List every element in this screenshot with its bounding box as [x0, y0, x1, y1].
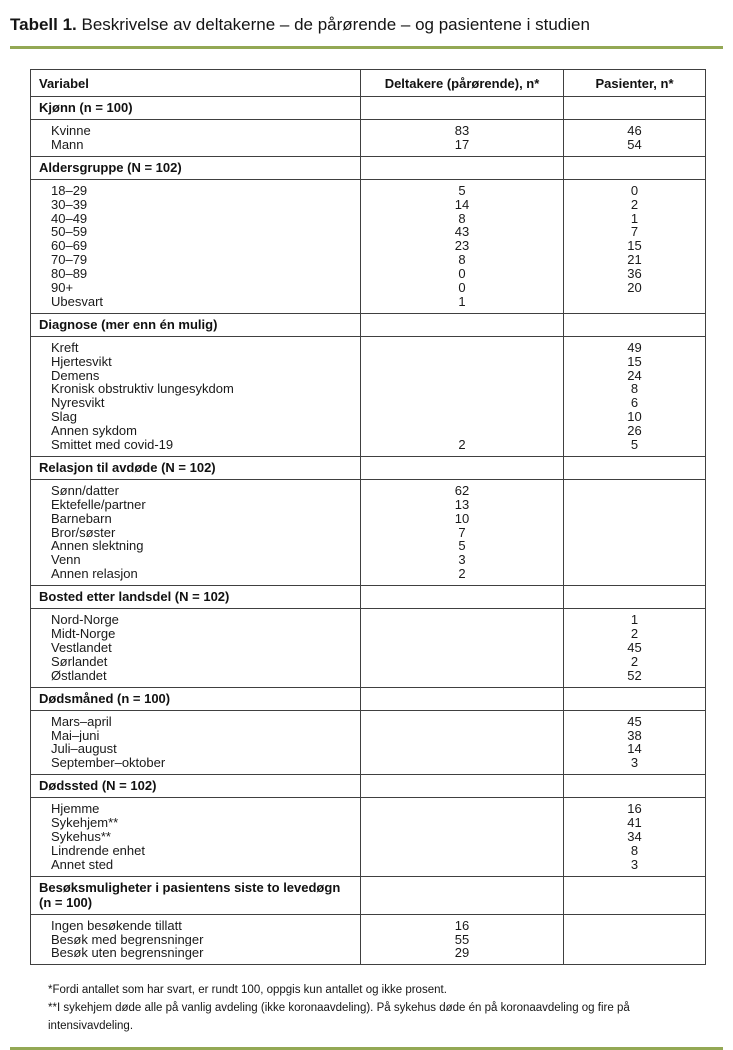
section-data-row — [31, 609, 706, 687]
row-value: 13 — [454, 497, 470, 512]
row-value: 16 — [454, 918, 470, 933]
row-label: Hjemme — [51, 802, 100, 817]
row-value — [572, 526, 697, 540]
row-value: 3 — [630, 857, 639, 872]
row-label: 60–69 — [51, 239, 88, 254]
row-label: 40–49 — [51, 211, 88, 226]
row-value: 83 — [454, 124, 470, 138]
empty-cell — [361, 775, 564, 798]
row-value: 0 — [458, 267, 466, 282]
row-value — [572, 946, 697, 960]
row-label: Smittet med covid-19 — [51, 438, 174, 452]
section-data-row — [31, 798, 706, 876]
row-value — [369, 641, 555, 655]
section-header-row — [31, 313, 706, 336]
row-value: 17 — [454, 137, 470, 152]
row-value — [572, 484, 697, 498]
row-value: 21 — [627, 253, 642, 268]
row-value — [369, 858, 555, 872]
row-value — [369, 396, 555, 410]
row-label: Østlandet — [51, 668, 107, 683]
row-value: 1 — [458, 294, 466, 309]
row-value: 15 — [627, 354, 642, 369]
empty-cell — [564, 97, 706, 120]
patients-cell — [564, 336, 706, 456]
variable-cell — [31, 914, 361, 965]
row-value — [369, 341, 555, 355]
empty-cell — [361, 97, 564, 120]
row-value — [572, 512, 697, 526]
row-label: Ubesvart — [51, 294, 104, 309]
row-value: 45 — [627, 714, 642, 729]
row-value: 0 — [630, 183, 639, 198]
section-data-row — [31, 479, 706, 585]
section-data-row — [31, 914, 706, 965]
row-label: Vestlandet — [51, 640, 112, 655]
empty-cell — [564, 775, 706, 798]
section-header-row — [31, 687, 706, 710]
row-label: Demens — [51, 368, 100, 383]
row-label: Mai–juni — [51, 728, 100, 743]
row-label: Juli–august — [51, 742, 117, 757]
row-value — [369, 742, 555, 756]
row-label: Sykehus** — [51, 829, 111, 844]
row-value: 0 — [458, 281, 466, 295]
study-table — [30, 69, 706, 965]
row-label: Bror/søster — [51, 525, 116, 540]
row-value — [572, 295, 697, 309]
empty-cell — [564, 586, 706, 609]
row-value — [369, 715, 555, 729]
row-value: 8 — [458, 253, 466, 268]
row-label: Nord-Norge — [51, 613, 119, 628]
patients-cell — [564, 710, 706, 775]
row-value: 43 — [454, 225, 470, 240]
row-value: 45 — [627, 640, 642, 655]
empty-cell — [361, 156, 564, 179]
section-header-row — [31, 97, 706, 120]
row-value: 41 — [627, 816, 642, 830]
empty-cell — [564, 456, 706, 479]
row-value — [572, 553, 697, 567]
row-label: 30–39 — [51, 197, 88, 212]
row-value: 10 — [627, 410, 642, 425]
row-value — [369, 729, 555, 743]
table-head — [31, 70, 706, 97]
section-data-row — [31, 179, 706, 313]
participants-cell — [361, 120, 564, 157]
patients-cell — [564, 179, 706, 313]
row-value: 3 — [630, 756, 639, 771]
section-header-row — [31, 876, 706, 914]
section-title: Aldersgruppe (N = 102) — [31, 156, 361, 179]
section-data-row — [31, 120, 706, 157]
row-label: Venn — [51, 553, 81, 568]
row-label: Annet sted — [51, 857, 114, 872]
row-value — [572, 933, 697, 947]
row-label: Slag — [51, 410, 78, 425]
row-value — [369, 830, 555, 844]
patients-cell — [564, 479, 706, 585]
row-value: 2 — [630, 627, 639, 641]
column-header-patients: Pasienter, n* — [564, 70, 706, 97]
row-label: 80–89 — [51, 267, 88, 282]
section-title: Diagnose (mer enn én mulig) — [31, 313, 361, 336]
column-header-participants: Deltakere (pårørende), n* — [361, 70, 564, 97]
row-label: 50–59 — [51, 225, 88, 240]
row-value: 29 — [454, 946, 470, 961]
column-header-variable: Variabel — [31, 70, 361, 97]
participants-cell — [361, 710, 564, 775]
participants-cell — [361, 914, 564, 965]
row-label: Mars–april — [51, 714, 112, 729]
row-value: 2 — [458, 567, 466, 582]
participants-cell — [361, 479, 564, 585]
row-value: 6 — [630, 396, 639, 411]
row-value — [572, 498, 697, 512]
variable-cell — [31, 179, 361, 313]
empty-cell — [564, 687, 706, 710]
table-container — [30, 69, 705, 965]
empty-cell — [564, 876, 706, 914]
row-value: 7 — [458, 525, 466, 540]
row-label: Annen slektning — [51, 539, 144, 554]
row-value: 38 — [627, 728, 642, 743]
row-value — [369, 655, 555, 669]
row-value: 2 — [630, 197, 639, 212]
row-label: Ektefelle/partner — [51, 497, 146, 512]
participants-cell — [361, 609, 564, 687]
row-value: 2 — [458, 438, 466, 452]
variable-cell — [31, 336, 361, 456]
row-value: 16 — [627, 802, 642, 817]
empty-cell — [361, 313, 564, 336]
row-label: Hjertesvikt — [51, 354, 112, 369]
row-label: Sønn/datter — [51, 483, 119, 498]
footnotes — [48, 981, 695, 1035]
row-value — [369, 627, 555, 641]
row-value: 23 — [454, 239, 470, 254]
row-label: 90+ — [51, 281, 74, 295]
section-data-row — [31, 710, 706, 775]
section-title: Besøksmuligheter i pasientens siste to levedøgn (n = 100) — [31, 876, 361, 914]
table-title — [10, 14, 723, 36]
row-label: Ingen besøkende tillatt — [51, 918, 182, 933]
row-value: 7 — [630, 225, 639, 240]
row-label: Kvinne — [51, 124, 91, 138]
row-value: 3 — [458, 553, 466, 568]
empty-cell — [361, 586, 564, 609]
row-value: 34 — [627, 829, 642, 844]
patients-cell — [564, 798, 706, 876]
row-value — [572, 567, 697, 581]
section-data-row — [31, 336, 706, 456]
row-label: Besøk med begrensninger — [51, 932, 204, 947]
row-value — [572, 919, 697, 933]
participants-cell — [361, 798, 564, 876]
section-title: Relasjon til avdøde (N = 102) — [31, 456, 361, 479]
row-value — [369, 613, 555, 627]
row-label: Sykehjem** — [51, 816, 119, 830]
empty-cell — [361, 456, 564, 479]
row-value — [572, 539, 697, 553]
row-value: 1 — [630, 613, 639, 628]
section-title: Kjønn (n = 100) — [31, 97, 361, 120]
row-label: Kronisk obstruktiv lungesykdom — [51, 382, 234, 397]
row-label: Midt-Norge — [51, 627, 116, 641]
row-label: Kreft — [51, 340, 79, 355]
row-value — [369, 844, 555, 858]
row-label: Lindrende enhet — [51, 843, 145, 858]
row-label: Mann — [51, 137, 84, 152]
row-value — [369, 424, 555, 438]
row-value: 2 — [630, 654, 639, 669]
top-accent-rule — [10, 46, 723, 49]
empty-cell — [361, 876, 564, 914]
row-value: 8 — [630, 843, 639, 858]
row-value: 8 — [630, 382, 639, 397]
row-label: Nyresvikt — [51, 396, 105, 411]
header-row — [31, 70, 706, 97]
row-label: Barnebarn — [51, 511, 112, 526]
row-value: 24 — [627, 368, 642, 383]
table-body — [31, 97, 706, 965]
row-label: 18–29 — [51, 183, 88, 198]
row-value — [369, 382, 555, 396]
section-title: Bosted etter landsdel (N = 102) — [31, 586, 361, 609]
row-value: 1 — [630, 211, 639, 226]
row-value: 62 — [454, 483, 470, 498]
participants-cell — [361, 179, 564, 313]
row-value — [369, 369, 555, 383]
participants-cell — [361, 336, 564, 456]
row-label: Annen relasjon — [51, 567, 138, 582]
row-label: Sørlandet — [51, 654, 108, 669]
section-header-row — [31, 775, 706, 798]
row-value: 49 — [627, 340, 642, 355]
row-value — [369, 816, 555, 830]
footnote-1: *Fordi antallet som har svart, er rundt 100, oppgis kun antallet og ikke prosent. — [48, 984, 447, 997]
row-value — [369, 669, 555, 683]
row-value: 8 — [458, 211, 466, 226]
empty-cell — [564, 156, 706, 179]
row-label: September–oktober — [51, 756, 166, 771]
patients-cell — [564, 914, 706, 965]
row-value: 5 — [630, 438, 639, 452]
row-value: 54 — [627, 137, 642, 152]
section-header-row — [31, 456, 706, 479]
table-title-text: Beskrivelse av deltakerne – de pårørende – og pasientene i studien — [76, 15, 590, 34]
row-value — [369, 355, 555, 369]
row-value: 5 — [458, 183, 466, 198]
patients-cell — [564, 609, 706, 687]
table-title-label: Tabell 1. — [10, 15, 77, 34]
section-header-row — [31, 586, 706, 609]
row-value — [369, 410, 555, 424]
row-value: 46 — [627, 124, 642, 138]
row-value — [369, 802, 555, 816]
section-title: Dødsmåned (n = 100) — [31, 687, 361, 710]
row-value: 10 — [454, 511, 470, 526]
section-title: Dødssted (N = 102) — [31, 775, 361, 798]
section-header-row — [31, 156, 706, 179]
row-value: 14 — [454, 197, 470, 212]
variable-cell — [31, 710, 361, 775]
row-label: Besøk uten begrensninger — [51, 946, 204, 961]
row-label: Annen sykdom — [51, 424, 137, 439]
row-value: 52 — [627, 668, 642, 683]
row-value: 5 — [458, 539, 466, 554]
row-value: 20 — [627, 281, 642, 295]
row-label: 70–79 — [51, 253, 88, 268]
row-value — [369, 756, 555, 770]
variable-cell — [31, 798, 361, 876]
variable-cell — [31, 609, 361, 687]
variable-cell — [31, 120, 361, 157]
row-value: 26 — [627, 424, 642, 439]
footnote-2: **I sykehjem døde alle på vanlig avdeling (ikke koronaavdeling). På sykehus døde én på koronaavdeling og fire på intensivavdeling. — [48, 1002, 630, 1033]
row-value: 36 — [627, 267, 642, 282]
empty-cell — [564, 313, 706, 336]
row-value: 14 — [627, 742, 642, 757]
variable-cell — [31, 479, 361, 585]
patients-cell — [564, 120, 706, 157]
row-value: 55 — [454, 932, 470, 947]
row-value: 15 — [627, 239, 642, 254]
empty-cell — [361, 687, 564, 710]
